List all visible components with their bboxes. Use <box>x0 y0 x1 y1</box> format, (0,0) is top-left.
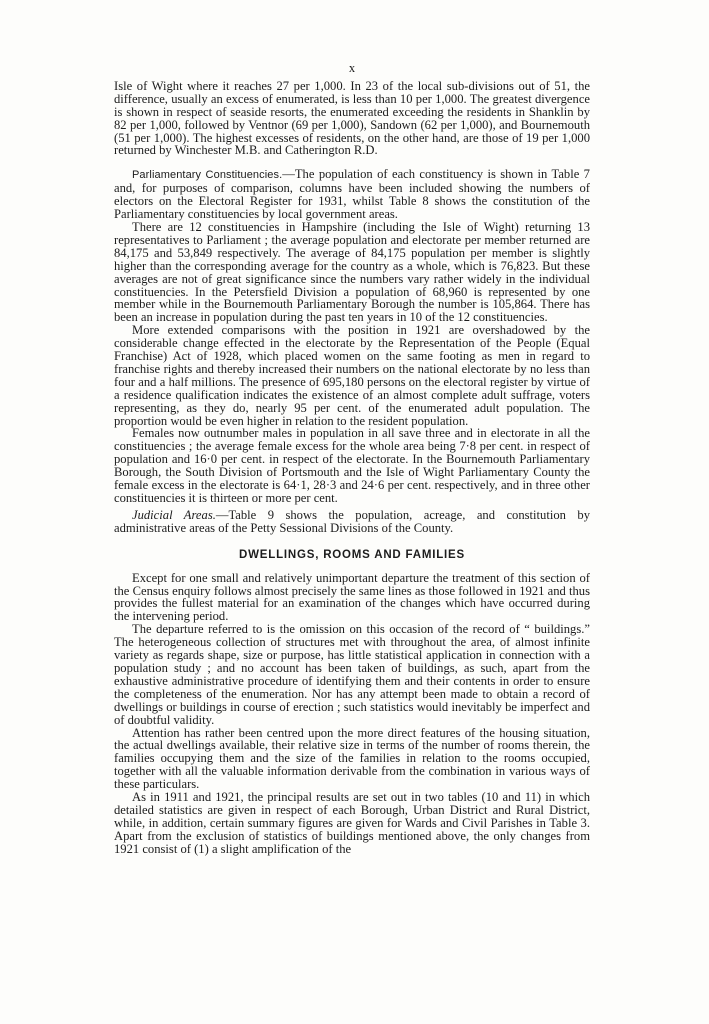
paragraph-female-excess: Females now outnumber males in population in all save three and in electorate in all the constituencies ; the average female excess for the whole area being 7·8 per cent. in respect of population and 16·0 per cent. in respect of the electorate. In the Bournemouth Parliamentary Borough, the South Division of Portsmouth and the Isle of Wight Parliamentary County the female excess in the electorate is 64·1, 28·3 and 24·6 per cent. respectively, and in three other constituencies it is thirteen or more per cent. <box>114 426 590 505</box>
paragraph-judicial-areas <box>114 509 590 535</box>
paragraph-comparisons-1921: More extended comparisons with the position in 1921 are overshadowed by the considerable change effected in the electorate by the Representation of the People (Equal Franchise) Act of 1928, which placed women on the same footing as men in regard to franchise rights and thereby increased their numbers on the national electorate by no less than four and a half millions. The presence of 695,180 persons on the electoral register by virtue of a residence qualification indicates the existence of an almost complete adult suffrage, voters representing, as they do, nearly 95 per cent. of the enumerated adult population. The proportion would be even higher in relation to the resident population. <box>114 323 590 428</box>
paragraph-parliamentary-intro-text: —The population of each constituency is shown in Table 7 and, for purposes of comparison, columns have been included showing the numbers of electors on the Electoral Register for 1931, whilst Table 8 shows the constitution of the Parliamentary constituencies by local government areas. <box>114 167 590 222</box>
paragraph-constituencies: There are 12 constituencies in Hampshire (including the Isle of Wight) returning 13 representatives to Parliament ; the average population and electorate per member returned are 84,175 and 53,849 respectively. The average of 84,175 population per member is slightly higher than the corresponding average for the country as a whole, which is 76,823. But these averages are not of great significance since the numbers vary rather widely in the individual constituencies. In the Petersfield Division a population of 68,960 is represented by one member while in the Bournemouth Parliamentary Borough the number is 105,864. There has been an increase in population during the past ten years in 10 of the 12 constituencies. <box>114 219 590 325</box>
page-number: x <box>348 61 356 75</box>
section-heading-dwellings: DWELLINGS, ROOMS AND FAMILIES <box>239 548 465 561</box>
paragraph-judicial-text: —Table 9 shows the population, acreage, and constitution by administrative areas of the Petty Sessional Divisions of the County. <box>114 507 590 535</box>
paragraph-isle-of-wight: Isle of Wight where it reaches 27 per 1,000. In 23 of the local sub-divisions out of 51, the difference, usually an excess of enumerated, is less than 10 per 1,000. The greatest divergence is shown in respect of seaside resorts, the enumerated exceeding the residents in Shanklin by 82 per 1,000, followed by Ventnor (69 per 1,000), Sandown (62 per 1,000), and Bournemouth (51 per 1,000). The highest excesses of residents, on the other hand, are those of 19 per 1,000 returned by Winchester M.B. and Catherington R.D. <box>114 78 590 158</box>
paragraph-principal-results: As in 1911 and 1921, the principal results are set out in two tables (10 and 11) in which detailed statistics are given in respect of each Borough, Urban District and Rural District, while, in addition, certain summary figures are given for Wards and Civil Parishes in Table 3. Apart from the exclusion of statistics of buildings mentioned above, the only changes from 1921 consist of (1) a slight amplification of the <box>114 790 590 856</box>
paragraph-housing-attention: Attention has rather been centred upon the more direct features of the housing situation, the actual dwellings available, their relative size in terms of the number of rooms therein, the families occupying them and the size of the families in relation to the rooms occupied, together with all the valuable information derivable from the combination in various ways of these particulars. <box>114 725 590 792</box>
section-lead-parliamentary: Parliamentary Constituencies. <box>132 169 283 182</box>
paragraph-parliamentary-intro <box>114 168 590 221</box>
document-page <box>114 62 590 856</box>
paragraph-buildings-omission: The departure referred to is the omission on this occasion of the record of “ buildings.” The heterogeneous collection of structures met with throughout the area, of almost infinite variety as regards shape, size or purpose, has little statistical application in connection with a population study ; and no account has been taken of buildings, as such, apart from the exhaustive administrative procedure of identifying them and their contents in order to ensure the completeness of the enumeration. Nor has any attempt been made to obtain a record of dwellings or buildings in course of erection ; such statistics would inevitably be imperfect and of doubtful validity. <box>114 622 590 727</box>
section-lead-judicial: Judicial Areas. <box>132 507 216 522</box>
paragraph-dwellings-intro: Except for one small and relatively unimportant departure the treatment of this section of the Census enquiry follows almost precisely the same lines as those followed in 1921 and thus provides the fullest material for an examination of the changes which have occurred during the intervening period. <box>114 570 590 624</box>
